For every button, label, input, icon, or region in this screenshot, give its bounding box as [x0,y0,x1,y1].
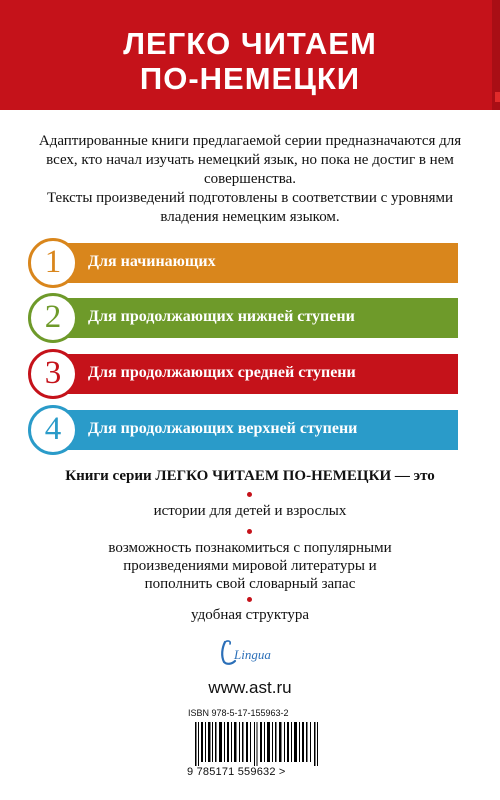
level-2-label: Для продолжающих нижней ступени [88,308,355,325]
level-4-number: 4 [28,405,78,455]
lingua-logo-text: Lingua [234,647,271,662]
isbn-number: ISBN 978-5-17-155963-2 [188,708,289,718]
title-line-1: ЛЕГКО ЧИТАЕМ [123,26,377,61]
bullet-icon [247,492,252,497]
level-1-label: Для начинающих [88,253,216,270]
barcode-icon [195,722,320,766]
edge-marker [495,92,500,102]
lingua-logo [216,638,286,666]
intro-text [28,132,472,227]
barcode-digits: 9 785171 559632 > [187,766,286,778]
level-4 [28,405,458,455]
series-item-1: истории для детей и взрослых [153,503,347,519]
title-line-2: ПО-НЕМЕЦКИ [139,61,361,96]
header-banner [0,0,500,110]
intro-paragraph-2: Тексты произведений подготовлены в соответствии с уровнями владения немецким языком. [46,190,454,225]
level-3-label: Для продолжающих средней ступени [88,364,356,381]
level-4-label: Для продолжающих верхней ступени [88,420,358,437]
level-3-number: 3 [28,349,78,399]
level-2-number: 2 [28,293,78,343]
level-1 [28,238,458,288]
level-2 [28,293,458,343]
bullet-icon [247,597,252,602]
series-item-2: возможность познакомиться с популярными произведениями мировой литературы и пополнить свой словарный запас [108,540,392,592]
intro-paragraph-1: Адаптированные книги предлагаемой серии предназначаются для всех, кто начал изучать немецкий язык, но пока не достиг в нем совершенства. [38,133,462,187]
lingua-logo-icon [216,638,286,666]
series-item-3: удобная структура [191,607,309,623]
level-3 [28,349,458,399]
level-1-number: 1 [28,238,78,288]
book-series-title [0,26,500,96]
series-heading: Книги серии ЛЕГКО ЧИТАЕМ ПО-НЕМЕЦКИ — это [65,468,435,484]
website-url: www.ast.ru [208,678,292,697]
bullet-icon [247,529,252,534]
